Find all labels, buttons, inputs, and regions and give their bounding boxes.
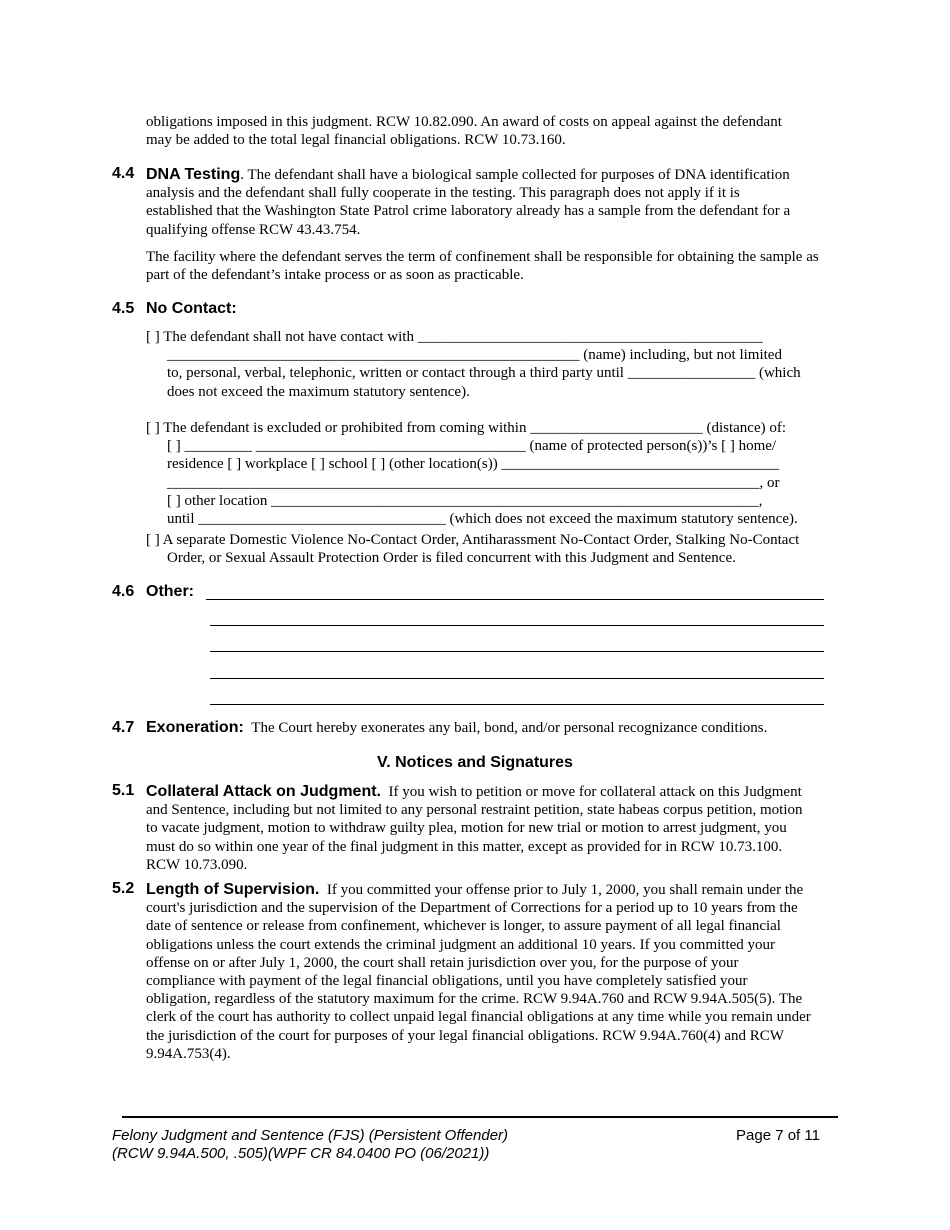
length-of-supervision-paragraph bbox=[146, 881, 836, 1063]
page-number: Page 7 of 11 bbox=[736, 1127, 820, 1144]
collateral-line: and Sentence, including but not limited to any personal restraint petition, state habeas corpus petition, motion bbox=[146, 802, 803, 819]
collateral-line: If you wish to petition or move for collateral attack on this Judgment bbox=[388, 784, 802, 800]
form-line: until _________________________________ (which does not exceed the maximum statutory sentence). bbox=[167, 511, 798, 528]
section-title: Exoneration: bbox=[146, 719, 244, 736]
intro-line: obligations imposed in this judgment. RCW 10.82.090. An award of costs on appeal against the defendant bbox=[146, 114, 782, 130]
collateral-line: must do so within one year of the final judgment in this matter, except as provided for in RCW 10.73.100. bbox=[146, 838, 783, 855]
supervision-line: If you committed your offense prior to July 1, 2000, you shall remain under the bbox=[326, 882, 804, 898]
section-title: DNA Testing bbox=[146, 166, 241, 183]
dna-line: part of the defendant’s intake process or as soon as practicable. bbox=[146, 267, 524, 284]
supervision-line: court's jurisdiction and the supervision of the Department of Corrections for a period up to 10 years from the bbox=[146, 900, 798, 917]
section-number: 4.7 bbox=[112, 719, 135, 736]
exoneration-text: The Court hereby exonerates any bail, bond, and/or personal recognizance conditions. bbox=[251, 720, 768, 736]
blank-line bbox=[206, 599, 824, 600]
footer-form-title: Felony Judgment and Sentence (FJS) (Persistent Offender) bbox=[112, 1127, 509, 1144]
dna-facility-paragraph bbox=[146, 248, 836, 284]
blank-line bbox=[210, 651, 824, 652]
section-title: Collateral Attack on Judgment. bbox=[146, 783, 381, 800]
supervision-line: compliance with payment of the legal financial obligations, until you have completely satisfied your bbox=[146, 973, 748, 990]
supervision-line: offense on or after July 1, 2000, the court shall retain jurisdiction over you, for the purpose of your bbox=[146, 954, 739, 971]
section-number: 4.6 bbox=[112, 583, 135, 600]
form-line: [ ] A separate Domestic Violence No-Contact Order, Antiharassment No-Contact Order, Stalking No-Contact bbox=[146, 532, 800, 548]
section-number: 4.4 bbox=[112, 165, 135, 182]
section-number: 5.1 bbox=[112, 782, 135, 799]
form-line: [ ] The defendant is excluded or prohibited from coming within _______________________ (distance) of: bbox=[146, 420, 787, 436]
exoneration-paragraph bbox=[146, 719, 846, 737]
section-title: No Contact: bbox=[146, 300, 237, 317]
supervision-line: clerk of the court has authority to collect unpaid legal financial obligations at any time while you remain under bbox=[146, 1009, 811, 1026]
blank-line bbox=[210, 704, 824, 705]
form-line: residence [ ] workplace [ ] school [ ] (other location(s)) _____________________________________ bbox=[167, 456, 779, 473]
form-line: [ ] _________ ____________________________________ (name of protected person(s))’s [ ] home/ bbox=[167, 438, 777, 455]
footer-form-info bbox=[112, 1127, 508, 1163]
form-line: _______________________________________________________________________________, or bbox=[167, 474, 780, 491]
form-line: _______________________________________________________ (name) including, but not limited bbox=[167, 347, 782, 364]
dna-line: The facility where the defendant serves the term of confinement shall be responsible for obtaining the sample as bbox=[146, 249, 819, 265]
section-title: Length of Supervision. bbox=[146, 881, 320, 898]
intro-line: may be added to the total legal financial obligations. RCW 10.73.160. bbox=[146, 132, 566, 149]
supervision-line: the jurisdiction of the court for purposes of your legal financial obligations. RCW 9.94A.760(4) and RCW bbox=[146, 1027, 784, 1044]
form-line: [ ] The defendant shall not have contact with ______________________________________________ bbox=[146, 329, 763, 345]
dna-line: analysis and the defendant shall fully cooperate in the testing. This paragraph does not apply if it is bbox=[146, 185, 740, 202]
blank-line bbox=[210, 678, 824, 679]
collateral-attack-paragraph bbox=[146, 783, 836, 874]
supervision-line: obligation, regardless of the statutory maximum for the crime. RCW 9.94A.760 and RCW 9.94A.505(5). The bbox=[146, 991, 803, 1008]
section-title: Other: bbox=[146, 583, 194, 600]
blank-line bbox=[210, 625, 824, 626]
no-contact-option-c bbox=[146, 531, 846, 567]
collateral-line: to vacate judgment, motion to withdraw guilty plea, motion for new trial or motion to arrest judgment, you bbox=[146, 820, 787, 837]
no-contact-option-b bbox=[146, 419, 846, 528]
dna-line: . The defendant shall have a biological sample collected for purposes of DNA identification bbox=[240, 167, 790, 183]
dna-testing-paragraph bbox=[146, 166, 836, 239]
section-number: 4.5 bbox=[112, 300, 135, 317]
no-contact-option-a bbox=[146, 328, 846, 401]
form-line: [ ] other location _________________________________________________________________, bbox=[167, 492, 763, 509]
form-line: does not exceed the maximum statutory sentence). bbox=[167, 383, 470, 400]
section-heading: V. Notices and Signatures bbox=[377, 754, 573, 771]
supervision-line: obligations unless the court extends the criminal judgment an additional 10 years. If you committed your bbox=[146, 936, 776, 953]
footer-rule bbox=[122, 1116, 838, 1118]
form-line: to, personal, verbal, telephonic, written or contact through a third party until _________________ (which bbox=[167, 365, 801, 382]
footer-form-ref: (RCW 9.94A.500, .505)(WPF CR 84.0400 PO (06/2021)) bbox=[112, 1145, 490, 1162]
form-line: Order, or Sexual Assault Protection Order is filed concurrent with this Judgment and Sentence. bbox=[167, 550, 736, 567]
supervision-line: 9.94A.753(4). bbox=[146, 1045, 231, 1062]
dna-line: established that the Washington State Patrol crime laboratory already has a sample from the defendant for a bbox=[146, 203, 791, 220]
supervision-line: date of sentence or release from confinement, whichever is longer, to assure payment of all legal financial bbox=[146, 918, 781, 935]
intro-paragraph bbox=[146, 113, 782, 149]
collateral-line: RCW 10.73.090. bbox=[146, 856, 248, 873]
dna-line: qualifying offense RCW 43.43.754. bbox=[146, 221, 361, 238]
section-number: 5.2 bbox=[112, 880, 135, 897]
